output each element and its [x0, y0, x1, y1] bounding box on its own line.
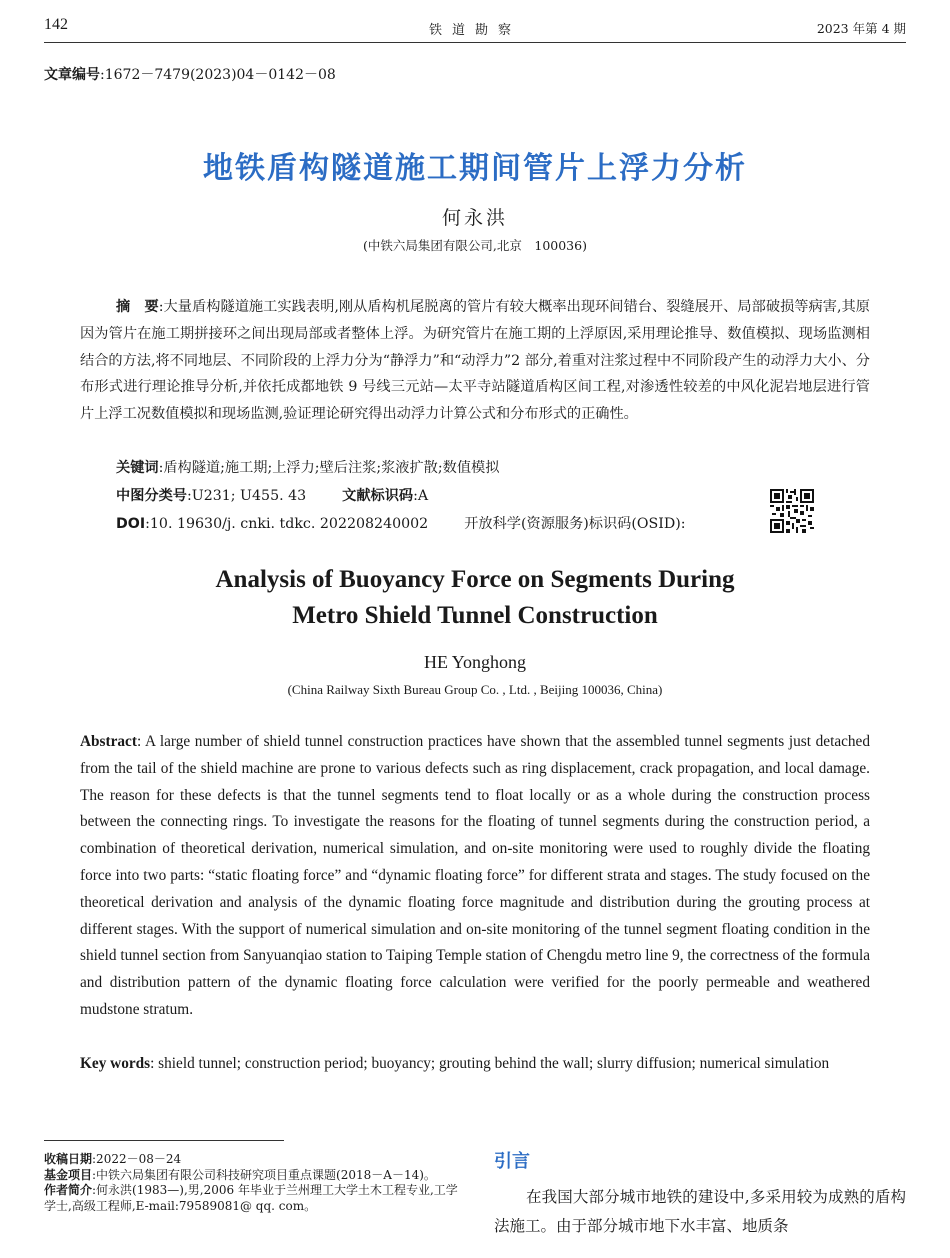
author-bio-value: :何永洪(1983—),男,2006 年毕业于兰州理工大学土木工程专业,工学学士,高级工程师,E-mail:79589081@ qq. com。	[44, 1183, 458, 1213]
intro-text: 在我国大部分城市地铁的建设中,多采用较为成熟的盾构法施工。由于部分城市地下水丰富、地质条	[494, 1188, 906, 1235]
author-bio-label: 作者简介	[44, 1183, 93, 1197]
author-bio	[44, 1183, 464, 1214]
title-english-line-1: Analysis of Buoyancy Force on Segments During	[215, 566, 735, 593]
affiliation-english: (China Railway Sixth Bureau Group Co. , Ltd. , Beijing 100036, China)	[287, 682, 663, 697]
article-number	[44, 64, 336, 84]
abstract-english	[80, 729, 870, 1024]
abstract-chinese-text: :大量盾构隧道施工实践表明,刚从盾构机尾脱离的管片有较大概率出现环间错台、裂缝展开、局部破损等病害,其原因为管片在施工期拼接环之间出现局部或者整体上浮。为研究管片在施工期的上浮原因,采用理论推导、数值模拟、现场监测相结合的方法,将不同地层、不同阶段的上浮力分为“静浮力”和“动浮力”2 部分,着重对注浆过程中不同阶段产生的动浮力大小、分布形式进行理论推导分析,并依托成都地铁 9 号线三元站—太平寺站隧道盾构区间工程,对渗透性较差的中风化泥岩地层进行管片上浮工况数值模拟和现场监测,验证理论研究得出动浮力计算公式和分布形式的正确性。	[80, 299, 870, 423]
osid-label: 开放科学(资源服务)标识码(OSID):	[464, 516, 686, 532]
doi-label: DOI	[116, 516, 146, 532]
fund-label: 基金项目	[44, 1167, 93, 1182]
title-chinese: 地铁盾构隧道施工期间管片上浮力分析	[203, 151, 747, 186]
abstract-english-text: : A large number of shield tunnel construction practices have shown that the assembled tunnel segments just detached from the tail of the shield machine are prone to various defects such as ring displacement, crack propagation, and local damage. The reason for these defects is that the tunnel segments tend to float locally or as a whole during the construction process between the connecting rings. To investigate the reasons for the floating of tunnel segments during the construction period, a combination of theoretical derivation, numerical simulation, and on-site monitoring were used to roughly divide the floating force into two parts: “static floating force” and “dynamic floating force” for different strata and stages. The study focused on the theoretical derivation and analysis of the dynamic floating force magnitude and distribution during the grouting process at different stages. With the support of numerical simulation and on-site monitoring of the tunnel segment floating condition in the shield tunnel section from Sanyuanqiao station to Taiping Temple station of Chengdu metro line 9, the correctness of the formula and distribution pattern of the dynamic floating force calculation were verified for the poorly permeable and weathered mudstone stratum.	[80, 733, 871, 1018]
title-english	[0, 562, 950, 634]
abstract-english-label: Abstract	[80, 733, 137, 750]
received-date	[44, 1152, 464, 1168]
affiliation-chinese: (中铁六局集团有限公司,北京 100036)	[363, 238, 587, 253]
fund-value: :中铁六局集团有限公司科技研究项目重点课题(2018－A－14)。	[92, 1167, 436, 1182]
clc-label: 中图分类号	[116, 488, 187, 504]
keywords-english-text: : shield tunnel; construction period; buoyancy; grouting behind the wall; slurry diffusion; numerical simulation	[150, 1055, 830, 1072]
header-rule	[44, 42, 906, 43]
article-number-value: :1672－7479(2023)04－0142－08	[100, 67, 336, 83]
abstract-chinese-label: 摘 要	[116, 299, 159, 315]
classification-row	[116, 486, 428, 506]
title-english-line-2: Metro Shield Tunnel Construction	[292, 602, 658, 629]
received-value: :2022－08－24	[92, 1152, 182, 1166]
doi-row	[116, 514, 686, 534]
doi-value: :10. 19630/j. cnki. tdkc. 202208240002	[145, 516, 429, 532]
footnote-rule	[44, 1140, 284, 1141]
journal-name: 铁道勘察	[428, 23, 521, 38]
keywords-english	[80, 1051, 870, 1078]
clc-value: :U231; U455. 43	[186, 488, 307, 504]
keywords-chinese	[116, 458, 499, 478]
issue-label: 2023 年第 4 期	[816, 21, 906, 36]
received-label: 收稿日期	[44, 1152, 93, 1166]
article-number-label: 文章编号	[44, 67, 100, 83]
keywords-chinese-text: :盾构隧道;施工期;上浮力;壁后注浆;浆液扩散;数值模拟	[158, 460, 500, 476]
keywords-chinese-label: 关键词	[116, 460, 159, 476]
footnotes	[44, 1152, 464, 1214]
author-chinese: 何永洪	[441, 207, 508, 229]
abstract-chinese	[80, 294, 870, 428]
author-english: HE Yonghong	[423, 652, 527, 672]
doc-code-label: 文献标识码	[342, 488, 414, 504]
keywords-english-label: Key words	[80, 1055, 151, 1072]
osid-qr-code-icon[interactable]	[770, 489, 814, 533]
fund-project	[44, 1168, 464, 1184]
page-number: 142	[44, 16, 68, 33]
intro-heading: 引言	[494, 1151, 530, 1172]
doc-code-value: :A	[413, 488, 429, 504]
